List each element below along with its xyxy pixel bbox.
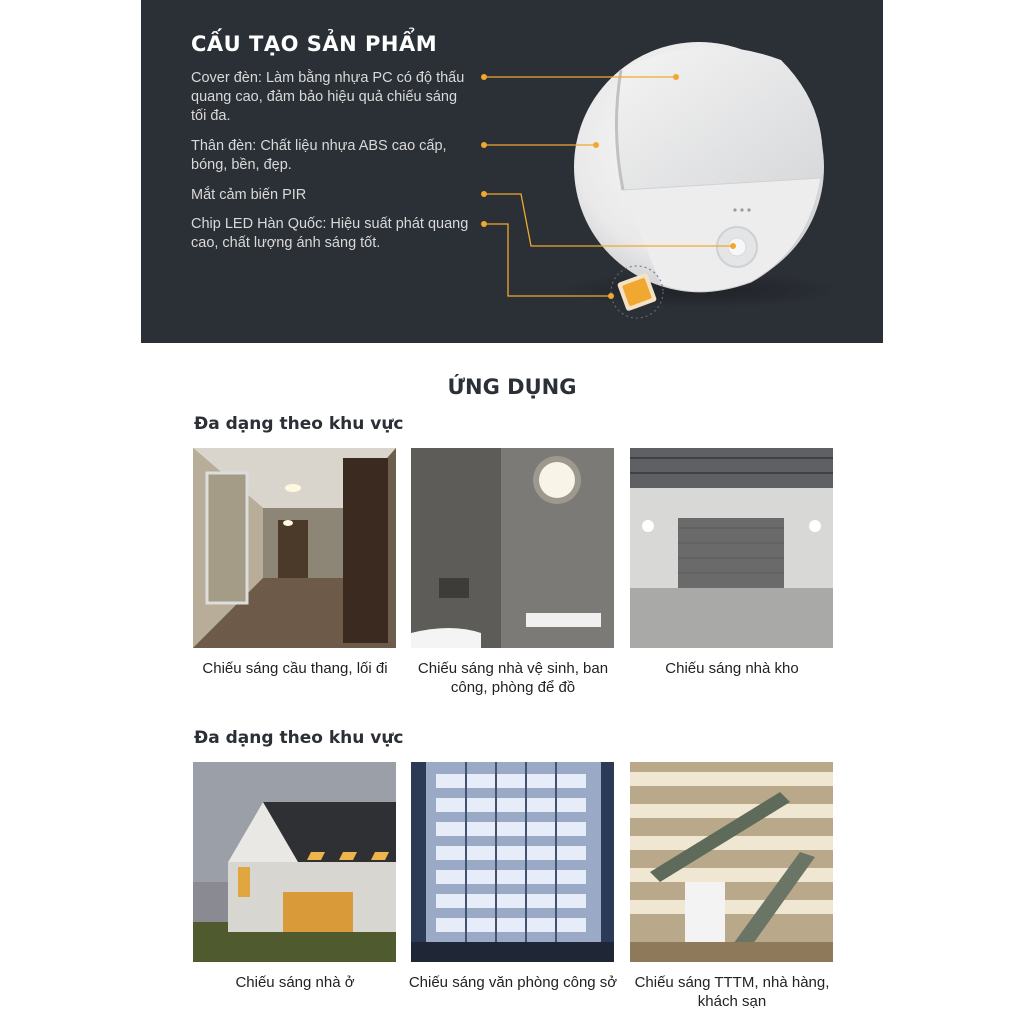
group2-subtitle: Đa dạng theo khu vực [194,728,404,748]
caption-warehouse: Chiếu sáng nhà kho [665,660,799,677]
lamp-cover [615,47,822,190]
office-photo [411,762,614,962]
group1-subtitle: Đa dạng theo khu vực [194,414,404,434]
house-photo [193,762,396,962]
applications-title: ỨNG DỤNG [447,375,577,399]
product-structure-panel [141,0,883,343]
structure-title: CẤU TẠO SẢN PHẨM [191,32,438,56]
hallway-photo [193,448,396,648]
feature-cover: Cover đèn: Làm bằng nhựa PC có độ thấu quang cao, đảm bảo hiệu quả chiếu sáng tối đa. [191,70,465,124]
caption-bathroom: Chiếu sáng nhà vệ sinh, ban công, phòng để đồ [417,660,609,696]
caption-house: Chiếu sáng nhà ở [235,974,355,991]
feature-body: Thân đèn: Chất liệu nhựa ABS cao cấp, bóng, bền, đẹp. [191,138,447,173]
mall-photo [630,762,833,962]
feature-led-chip: Chip LED Hàn Quốc: Hiệu suất phát quang cao, chất lượng ánh sáng tốt. [191,216,469,251]
caption-office: Chiếu sáng văn phòng công sở [408,974,618,991]
caption-mall: Chiếu sáng TTTM, nhà hàng, khách sạn [634,974,830,1010]
feature-pir-sensor: Mắt cảm biến PIR [191,187,307,203]
bathroom-photo [411,448,614,648]
caption-hallway: Chiếu sáng cầu thang, lối đi [202,660,388,677]
warehouse-photo [630,448,833,648]
